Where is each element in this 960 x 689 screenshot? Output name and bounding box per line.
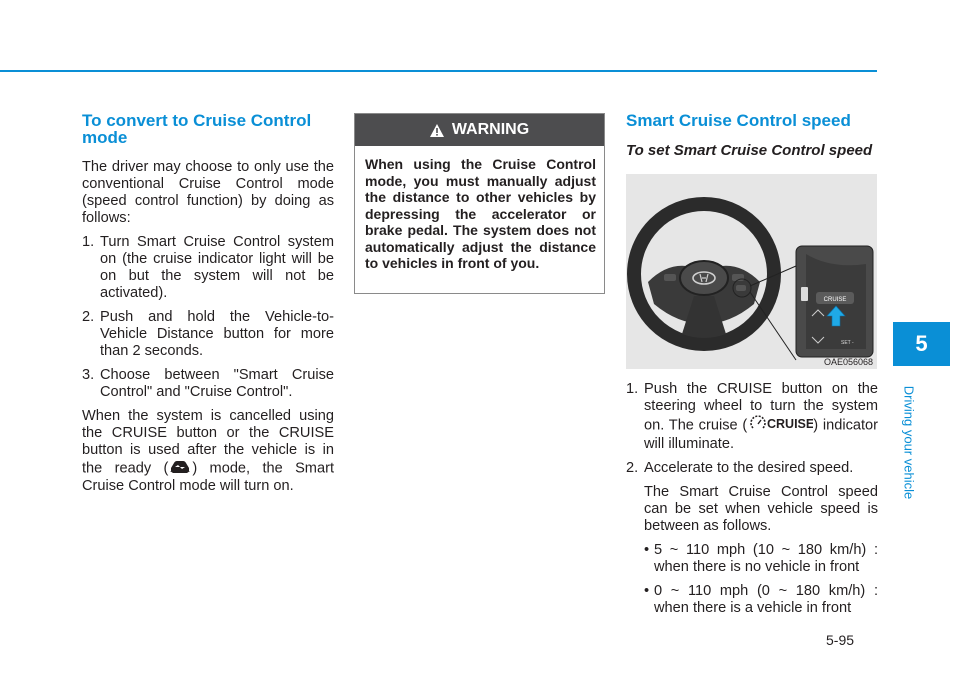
warning-header (355, 114, 604, 146)
outro-paragraph: When the system is cancelled using the CRUISE button or the CRUISE button is used after the vehicle is in the ready ( ) mode, the Smart Cruise Control mode will turn on. (82, 408, 334, 494)
steering-wheel-figure (626, 174, 877, 369)
section-heading: Smart Cruise Control speed (626, 111, 851, 130)
steering-wheel-illustration (626, 174, 877, 369)
list-item: 2. Push and hold the Vehicle-to-Vehicle Distance button for more than 2 seconds. (82, 309, 334, 359)
figure-cruise-label: CRUISE (823, 297, 847, 303)
list-item: 1. Push the CRUISE button on the steering wheel to turn the system on. The cruise ( CRUISE ) indicator will illuminate. (626, 381, 879, 452)
column-scc-speed (626, 112, 878, 163)
chapter-label: Driving your vehicle (901, 385, 917, 500)
warning-box (354, 113, 605, 294)
chapter-tab: 5 (893, 322, 950, 366)
ready-indicator-icon (168, 459, 192, 478)
warning-title: WARNING (451, 121, 530, 138)
warning-triangle-icon (430, 124, 444, 137)
column-scc-speed-steps (626, 381, 878, 624)
column-convert-cruise (82, 112, 334, 502)
list-item: 3. Choose between "Smart Cruise Control" and "Cruise Control". (82, 367, 334, 400)
header-rule (0, 70, 877, 72)
figure-caption: OAE056068 (823, 357, 873, 367)
speed-range-paragraph: The Smart Cruise Control speed can be set when vehicle speed is between as follows. (644, 484, 878, 534)
intro-paragraph: The driver may choose to only use the conventional Cruise Control mode (speed control function) by doing as follows: (82, 159, 334, 226)
page-number: 5-95 (826, 632, 855, 648)
list-item: 2. Accelerate to the desired speed. (626, 460, 854, 476)
list-item: • 5 ~ 110 mph (10 ~ 180 km/h) : when there is no vehicle in front (644, 542, 878, 575)
cruise-indicator-icon (747, 415, 813, 436)
figure-set-label: SET - (841, 340, 854, 346)
list-item: 1. Turn Smart Cruise Control system on (the cruise indicator light will be on but the system will not be activated). (82, 234, 334, 301)
svg-text:CRUISE: CRUISE (767, 417, 814, 431)
list-item: • 0 ~ 110 mph (0 ~ 180 km/h) : when there is a vehicle in front (644, 583, 878, 616)
section-heading: To convert to Cruise Control mode (82, 111, 312, 147)
warning-text: When using the Cruise Control mode, you must manually adjust the distance to other vehicles by depressing the accelerator or brake pedal. The system does not automatically adjust the distance to vehicles in front of you. (365, 156, 596, 271)
subsection-heading: To set Smart Cruise Control speed (626, 142, 873, 159)
